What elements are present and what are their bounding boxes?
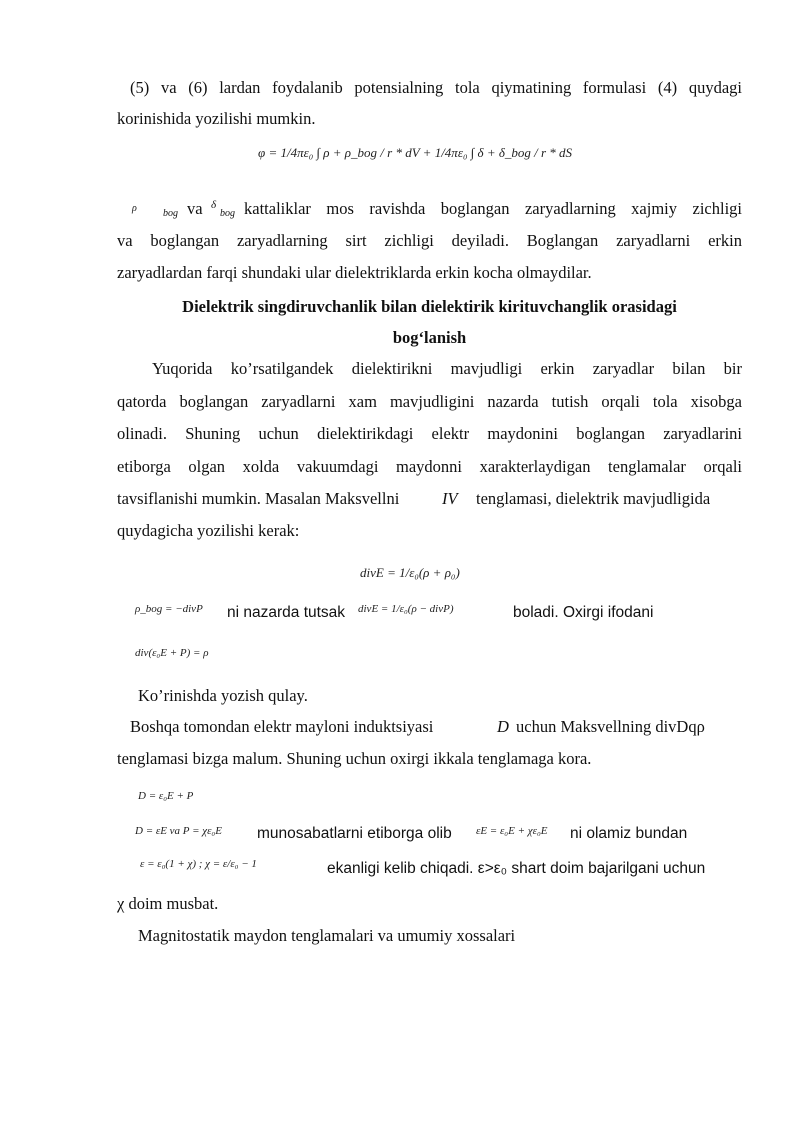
chi-musbat-text: χ doim musbat. xyxy=(117,894,219,913)
formula-d: D = ε₀E + P xyxy=(138,790,194,802)
formula-eps: ε = ε₀(1 + χ) ; χ = ε/ε₀ − 1 xyxy=(140,858,257,870)
paragraph-3-line-6: quydagicha yozilishi kerak: xyxy=(117,521,300,540)
boladi-text: boladi. Oxirgi ifodani xyxy=(513,604,654,621)
paragraph-1-line-1: (5) va (6) lardan foydalanib potensialning tola qiymatining formulasi (4) quydagi xyxy=(130,78,742,97)
formula-d-2: D = εE va P = χε₀E xyxy=(135,825,222,837)
korinishda-text: Ko’rinishda yozish qulay. xyxy=(138,686,308,705)
paragraph-4-line-1b: uchun Maksvellning divDqρ xyxy=(516,717,705,736)
va-word: va xyxy=(187,199,203,218)
paragraph-4-line-1a: Boshqa tomondan elektr mayloni induktsiyasi xyxy=(130,717,434,736)
paragraph-3-line-5b: tenglamasi, dielektrik mavjudligida xyxy=(476,489,711,508)
formula-div-eps: div(ε₀E + P) = ρ xyxy=(135,647,209,659)
magnitostatik-heading: Magnitostatik maydon tenglamalari va umumiy xossalari xyxy=(138,926,516,945)
paragraph-3-line-5a: tavsiflanishi mumkin. Masalan Maksvellni xyxy=(117,489,400,508)
paragraph-3-line-3: olinadi. Shuning uchun dielektirikdagi elektr maydonini boglangan zaryadlarini xyxy=(117,424,742,443)
bog-subscript-2: bog xyxy=(220,208,235,219)
paragraph-3-line-2: qatorda boglangan zaryadlarni xam mavjudligini nazarda tutish orqali tola xisobga xyxy=(117,392,742,411)
paragraph-1-line-2: korinishida yozilishi mumkin. xyxy=(117,109,316,128)
munosabat-text: munosabatlarni etiborga olib xyxy=(257,825,452,842)
rho-symbol: ρ xyxy=(132,203,137,214)
ni-nazarda-text: ni nazarda tutsak xyxy=(227,604,346,621)
ekanligi-text: ekanligi kelib chiqadi. ε>ε₀ shart doim bajarilgani uchun xyxy=(327,860,706,877)
paragraph-3-line-1: Yuqorida ko’rsatilgandek dielektirikni mavjudligi erkin zaryadlar bilan bir xyxy=(152,359,742,378)
paragraph-3-line-4: etiborga olgan xolda vakuumdagi maydonni xarakterlaydigan tenglamalar orqali xyxy=(117,457,742,476)
paragraph-4-line-2: tenglamasi bizga malum. Shuning uchun oxirgi ikkala tenglamaga kora. xyxy=(117,749,592,768)
paragraph-2-line-3: zaryadlardan farqi shundaki ular dielektriklarda erkin kocha olmaydilar. xyxy=(117,263,592,282)
bog-subscript-1: bog xyxy=(163,208,178,219)
maxwell-iv-label: IV xyxy=(442,489,458,508)
delta-symbol: δ xyxy=(211,199,217,211)
ni-olamiz-text: ni olamiz bundan xyxy=(570,825,688,842)
formula-phi: φ = 1/4πε₀ ∫ ρ + ρ_bog / r * dV + 1/4πε₀ ∫ δ + δ_bog / r * dS xyxy=(258,145,573,160)
d-symbol: D xyxy=(497,717,509,736)
paragraph-2-line-1: kattaliklar mos ravishda boglangan zaryadlarning xajmiy zichligi xyxy=(244,199,742,218)
formula-eps-e: εE = ε₀E + χε₀E xyxy=(476,825,548,837)
section-heading-line-2: bog‘lanish xyxy=(392,328,467,347)
paragraph-2-line-2: va boglangan zaryadlarning sirt zichligi deyiladi. Boglangan zaryadlarni erkin xyxy=(117,231,742,250)
formula-div-e: divE = 1/ε₀(ρ + ρ₀) xyxy=(360,565,460,580)
section-heading-line-1: Dielektrik singdiruvchanlik bilan dielektirik kirituvchanglik orasidagi xyxy=(182,297,677,316)
formula-rho-bog: ρ_bog = −divP xyxy=(135,603,203,615)
formula-div-e-2: divE = 1/ε₀(ρ − divP) xyxy=(358,603,454,615)
